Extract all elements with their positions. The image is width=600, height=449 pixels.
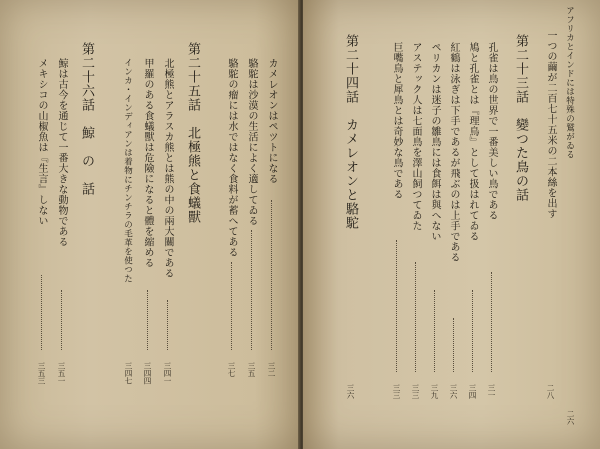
toc-entry-inca-chinchilla: インカ・インディアンは着物にチンチラの毛革を使つた <box>122 58 133 283</box>
page-number: 三四一 <box>163 362 172 385</box>
leader-dots <box>251 230 253 350</box>
toc-entry-camel-hump: 駱駝の瘤には水ではなく食料が蓄へてある <box>226 58 237 258</box>
page-number: 三二 <box>267 362 276 377</box>
leader-dots <box>231 262 233 350</box>
toc-entry-toucan: 巨嘴鳥と犀鳥とは奇妙な鳥である <box>391 42 402 200</box>
page-number: 三四 <box>468 384 477 399</box>
page-number: 三六 <box>346 384 355 399</box>
toc-entry-camel-desert: 駱駝は沙漠の生活によく適してゐる <box>246 58 257 226</box>
chapter-25-heading: 第二十五話 北極熊と食蟻獸 <box>185 42 200 224</box>
toc-entry-axolotl: メキシコの山椒魚は『生言』しない <box>36 58 47 226</box>
page-number: 二六 <box>566 410 575 425</box>
toc-entry-flamingo: 紅鶴は泳ぎは下手であるが飛ぶのは上手である <box>448 42 459 263</box>
leader-dots <box>41 275 43 350</box>
toc-entry-eagle: アフリカとインドには特殊の鷲がゐる <box>564 6 575 159</box>
toc-entry-peacock: 孔雀は鳥の世界で一番美しい鳥である <box>486 42 497 221</box>
toc-entry-pigeon: 鳩と孔雀とは『理鳥』として扱はれてゐる <box>467 42 478 242</box>
page-number: 三三 <box>392 384 401 399</box>
toc-entry-anteater: 甲羅のある食蟻獸は危險になると體を縮める <box>142 58 153 268</box>
toc-entry-pelican: ペリカンは迷子の雛鳥には食餌は與へない <box>429 42 440 242</box>
page-number: 三七 <box>227 362 236 377</box>
toc-entry-silk-cocoon: 一つの繭が二百七十五米の二本絲を出す <box>545 30 556 219</box>
page-number: 三三 <box>411 384 420 399</box>
leader-dots <box>415 262 417 372</box>
leader-dots <box>472 290 474 372</box>
leader-dots <box>434 290 436 372</box>
leader-dots <box>396 240 398 372</box>
toc-entry-chameleon-pet: カメレオンはペツトになる <box>266 58 277 184</box>
page-number: 二八 <box>546 384 555 399</box>
page-number: 三六 <box>449 384 458 399</box>
toc-entry-polar-bear: 北極熊とアラスカ熊とは熊の中の兩大關である <box>162 58 173 279</box>
leader-dots <box>271 200 273 350</box>
toc-entry-turkey: アステック人は七面鳥を澤山飼つてゐた <box>410 42 421 231</box>
chapter-24-heading: 第二十四話 カメレオンと駱駝 <box>343 34 358 230</box>
chapter-23-heading: 第二十三話 變つた鳥の話 <box>513 34 528 202</box>
page-number: 三五一 <box>57 362 66 385</box>
page-number: 三四四 <box>143 362 152 385</box>
page-number: 三九 <box>430 384 439 399</box>
leader-dots <box>453 318 455 372</box>
page-number: 三一 <box>487 384 496 399</box>
page-number: 三五三 <box>37 362 46 385</box>
leader-dots <box>61 290 63 350</box>
page-number: 三四七 <box>124 362 133 385</box>
chapter-26-heading: 第二十六話 鯨 の 話 <box>79 42 94 196</box>
page-number: 三五 <box>247 362 256 377</box>
leader-dots <box>147 290 149 350</box>
toc-entry-whale: 鯨は古今を通じて一番大きな動物である <box>56 58 67 247</box>
right-page <box>303 0 600 449</box>
leader-dots <box>491 272 493 372</box>
leader-dots <box>167 300 169 350</box>
